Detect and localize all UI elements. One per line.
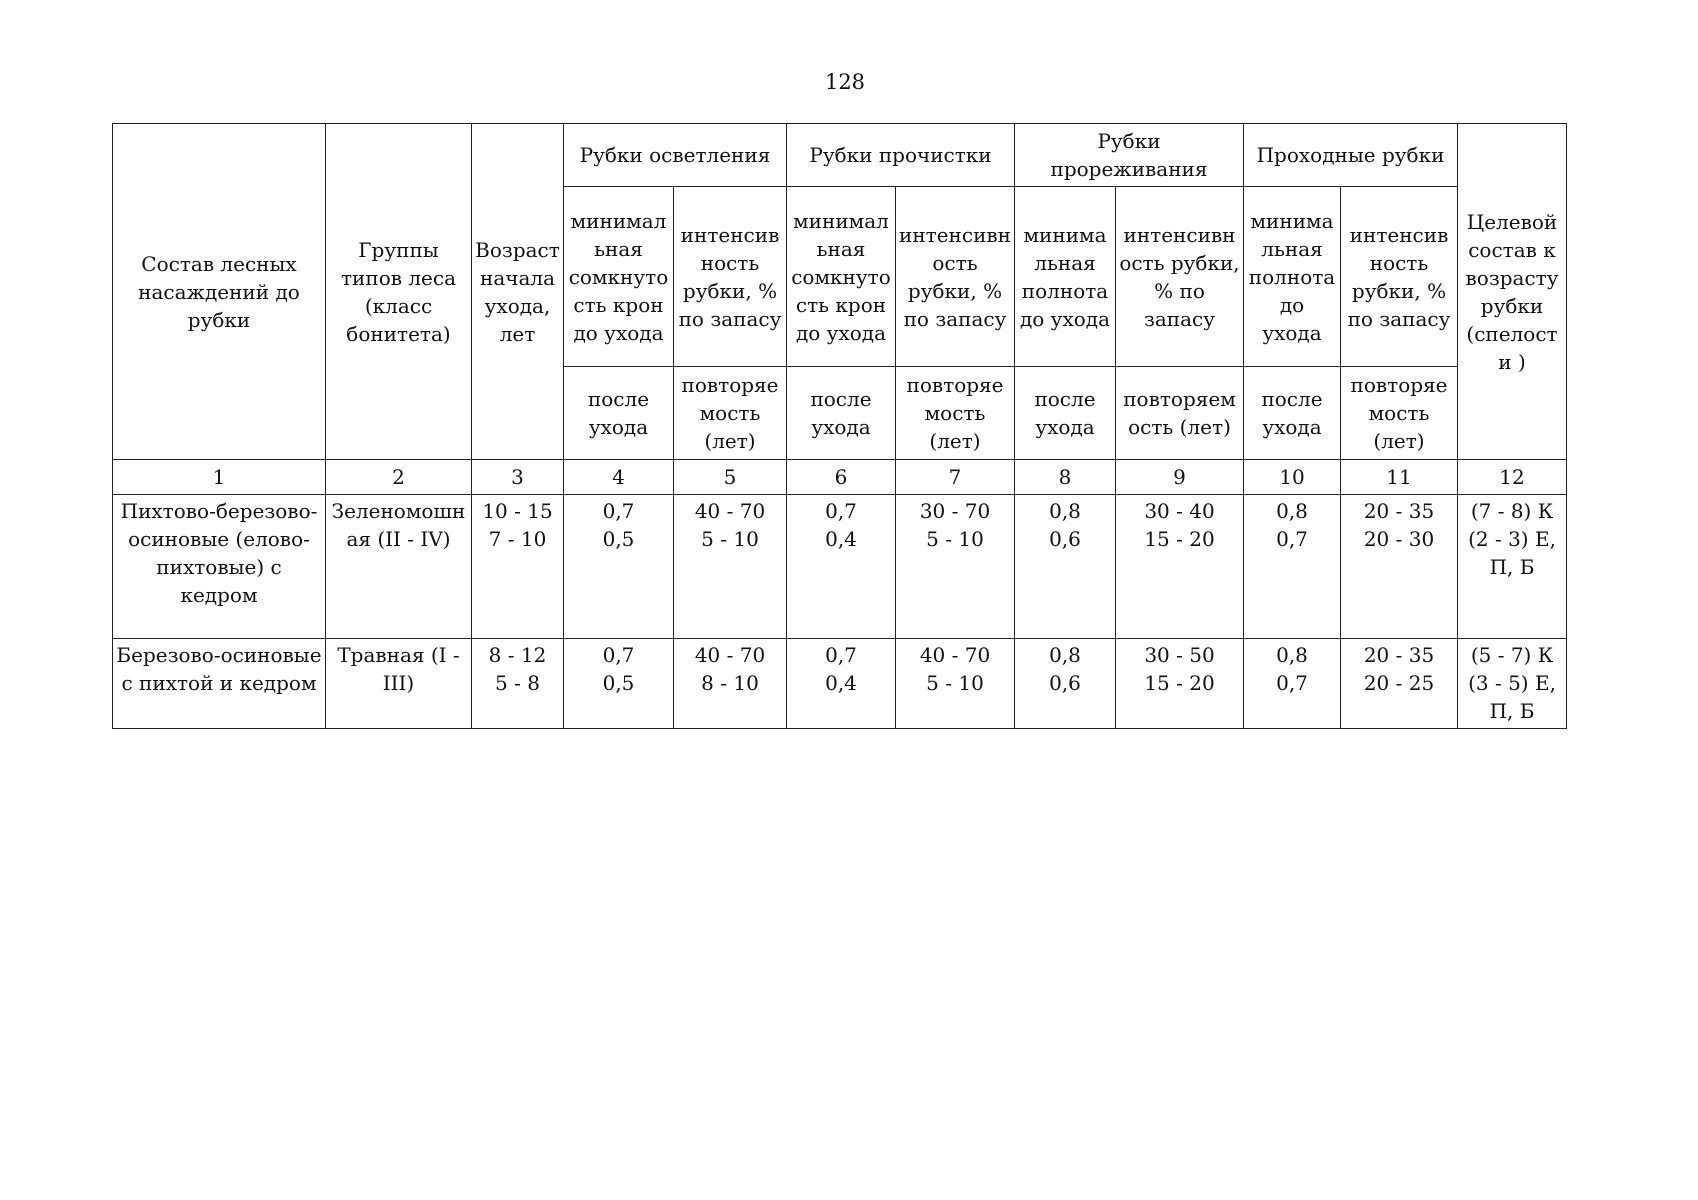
cell-value: 30 - 40	[1144, 499, 1215, 523]
cell-phd-min	[1244, 495, 1341, 639]
column-number: 5	[674, 460, 787, 495]
cell-pro-int	[896, 495, 1015, 639]
cell-value: 0,4	[825, 671, 857, 695]
header-group-prochistki: Рубки прочистки	[787, 124, 1015, 187]
cell-prz-min	[1015, 495, 1116, 639]
cell-value: 5 - 10	[701, 527, 759, 551]
cell-forest-type: Зеленомошная (II - IV)	[326, 495, 472, 639]
cell-value: 0,8	[1049, 643, 1081, 667]
column-number: 8	[1015, 460, 1116, 495]
cell-value: 0,5	[602, 671, 635, 695]
cell-pro-min	[787, 639, 896, 729]
cell-value: 0,8	[1276, 499, 1308, 523]
page-number: 128	[824, 70, 866, 94]
cell-osv-int	[674, 495, 787, 639]
column-number-row	[113, 460, 1567, 495]
cell-value: 0,6	[1049, 671, 1081, 695]
cell-value: (2 - 3) Е,	[1468, 527, 1556, 551]
cell-value: 0,7	[602, 499, 635, 523]
cell-value: 0,6	[1049, 527, 1081, 551]
cell-value: 40 - 70	[694, 643, 766, 667]
cell-value: 10 - 15	[482, 499, 553, 523]
cell-target	[1458, 495, 1567, 639]
cell-value: 0,8	[1049, 499, 1081, 523]
cell-value: 0,7	[825, 499, 857, 523]
cell-osv-min	[564, 639, 674, 729]
header-osv-int-top: интенсивность рубки, % по запасу	[674, 187, 787, 367]
cell-value: 8 - 12	[488, 643, 547, 667]
cell-value: 0,4	[825, 527, 857, 551]
cell-value: 20 - 35	[1363, 499, 1435, 523]
header-group-prohodnye: Проходные рубки	[1244, 124, 1458, 187]
cell-phd-min	[1244, 639, 1341, 729]
cell-value: 20 - 30	[1363, 527, 1435, 551]
thinning-table	[112, 123, 1567, 729]
header-start-age: Возраст начала ухода, лет	[472, 124, 564, 460]
header-phd-min-bottom: после ухода	[1244, 367, 1341, 460]
header-osv-min-top: минимальная сомкнутость крон до ухода	[564, 187, 674, 367]
column-number: 1	[113, 460, 326, 495]
cell-value: (7 - 8) К	[1470, 499, 1554, 523]
column-number: 3	[472, 460, 564, 495]
header-osv-min-bottom: после ухода	[564, 367, 674, 460]
header-osv-int-bottom: повторяемость (лет)	[674, 367, 787, 460]
header-phd-min-top: минимальная полнота до ухода	[1244, 187, 1341, 367]
cell-prz-int	[1116, 639, 1244, 729]
header-pro-min-bottom: после ухода	[787, 367, 896, 460]
cell-start-age	[472, 639, 564, 729]
column-number: 4	[564, 460, 674, 495]
cell-start-age	[472, 495, 564, 639]
cell-prz-int	[1116, 495, 1244, 639]
header-prz-int-top: интенсивность рубки, % по запасу	[1116, 187, 1244, 367]
cell-value: 40 - 70	[694, 499, 766, 523]
cell-value: 5 - 10	[926, 527, 984, 551]
cell-value: 20 - 25	[1363, 671, 1435, 695]
cell-value: 0,7	[1276, 671, 1308, 695]
cell-value: 40 - 70	[919, 643, 991, 667]
cell-value: 0,7	[825, 643, 857, 667]
column-number: 11	[1341, 460, 1458, 495]
column-number: 2	[326, 460, 472, 495]
header-group-osvetleniya: Рубки осветления	[564, 124, 787, 187]
column-number: 7	[896, 460, 1015, 495]
cell-composition: Пихтово-березово-осиновые (елово-пихтовые) с кедром	[113, 495, 326, 639]
cell-value: 30 - 50	[1144, 643, 1215, 667]
cell-value: 15 - 20	[1144, 671, 1215, 695]
cell-value: П, Б	[1489, 555, 1535, 579]
table-row	[113, 639, 1567, 729]
header-prz-min-top: минимальная полнота до ухода	[1015, 187, 1116, 367]
cell-value: 8 - 10	[701, 671, 759, 695]
cell-value: (5 - 7) К	[1470, 643, 1554, 667]
cell-osv-min	[564, 495, 674, 639]
cell-osv-int	[674, 639, 787, 729]
column-number: 12	[1458, 460, 1567, 495]
cell-value: 15 - 20	[1144, 527, 1215, 551]
header-forest-type: Группы типов леса (класс бонитета)	[326, 124, 472, 460]
header-group-prorezhivaniya: Рубки прореживания	[1015, 124, 1244, 187]
cell-value: 0,5	[602, 527, 635, 551]
header-row-groups	[113, 124, 1567, 187]
cell-value: П, Б	[1489, 699, 1535, 723]
cell-composition: Березово-осиновые с пихтой и кедром	[113, 639, 326, 729]
cell-phd-int	[1341, 495, 1458, 639]
cell-pro-min	[787, 495, 896, 639]
header-prz-min-bottom: после ухода	[1015, 367, 1116, 460]
header-composition: Состав лесных насаждений до рубки	[113, 124, 326, 460]
column-number: 9	[1116, 460, 1244, 495]
column-number: 6	[787, 460, 896, 495]
header-pro-int-bottom: повторяемость (лет)	[896, 367, 1015, 460]
header-phd-int-top: интенсивность рубки, % по запасу	[1341, 187, 1458, 367]
cell-value: 0,7	[602, 643, 635, 667]
cell-value: 20 - 35	[1363, 643, 1435, 667]
header-pro-int-top: интенсивность рубки, % по запасу	[896, 187, 1015, 367]
cell-pro-int	[896, 639, 1015, 729]
header-phd-int-bottom: повторяемость (лет)	[1341, 367, 1458, 460]
cell-value: (3 - 5) Е,	[1468, 671, 1556, 695]
cell-prz-min	[1015, 639, 1116, 729]
cell-value: 5 - 8	[495, 671, 540, 695]
cell-value: 0,7	[1276, 527, 1308, 551]
cell-target	[1458, 639, 1567, 729]
cell-value: 0,8	[1276, 643, 1308, 667]
cell-forest-type: Травная (I - III)	[326, 639, 472, 729]
column-number: 10	[1244, 460, 1341, 495]
header-pro-min-top: минимальная сомкнутость крон до ухода	[787, 187, 896, 367]
header-prz-int-bottom: повторяемость (лет)	[1116, 367, 1244, 460]
table-row	[113, 495, 1567, 639]
cell-phd-int	[1341, 639, 1458, 729]
header-target-composition: Целевой состав к возрасту рубки (спелости )	[1458, 124, 1567, 460]
cell-value: 30 - 70	[919, 499, 991, 523]
cell-value: 7 - 10	[488, 527, 547, 551]
cell-value: 5 - 10	[926, 671, 984, 695]
